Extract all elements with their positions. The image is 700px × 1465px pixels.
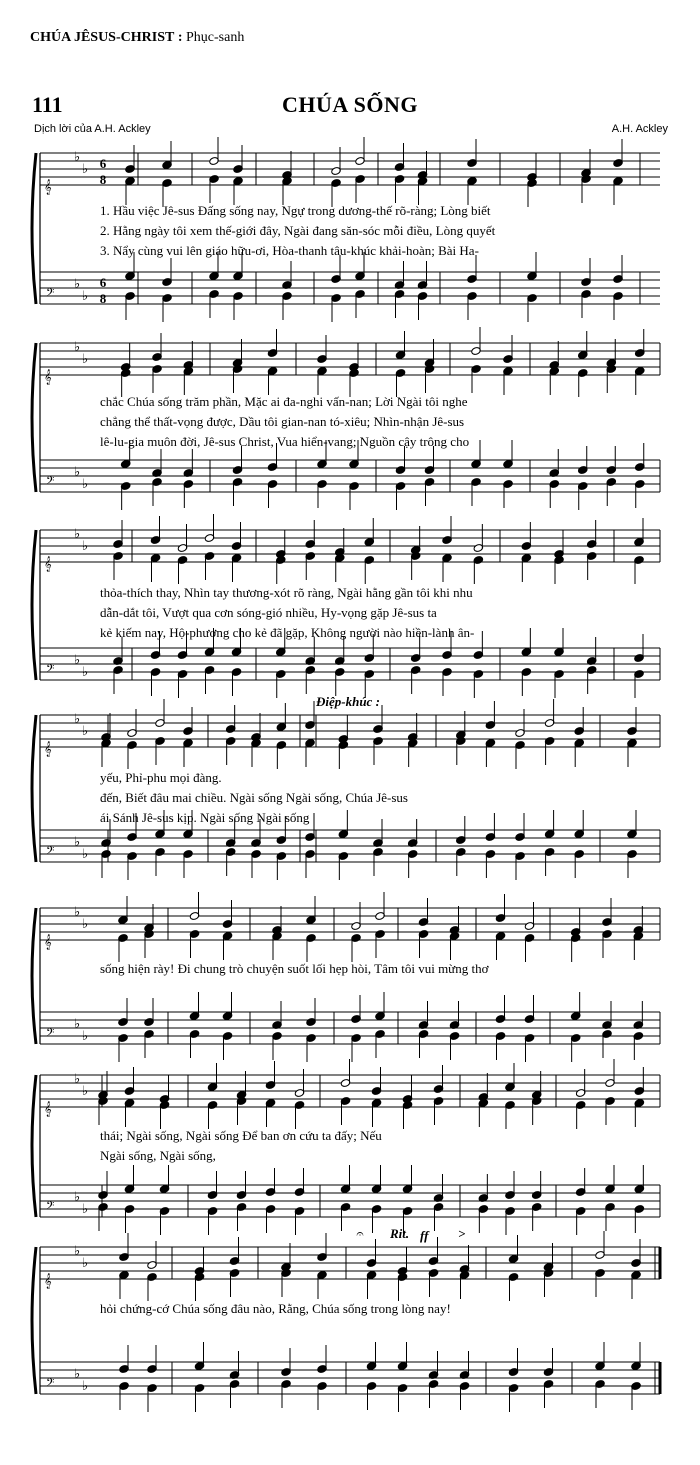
flat-b-icon: ♭ bbox=[74, 711, 81, 726]
time-sig-top: 6 bbox=[99, 156, 107, 171]
chorus-marking: Điệp-khúc : bbox=[316, 694, 380, 709]
bass-staff-5 bbox=[40, 1012, 660, 1044]
system-brace bbox=[32, 1247, 36, 1394]
flat-e-icon: ♭ bbox=[82, 664, 89, 679]
lyric-line: 1. Hầu việc Jê-sus Đấng sống nay, Ngự trong dương-thế rõ-ràng; Lòng biết bbox=[100, 203, 491, 218]
bass-clef-icon: 𝄢 bbox=[46, 474, 55, 489]
flat-e-icon: ♭ bbox=[82, 846, 89, 861]
system-brace bbox=[32, 1075, 36, 1217]
treble-clef-icon: 𝄞 bbox=[44, 1273, 52, 1288]
treble-clef-icon: 𝄞 bbox=[44, 741, 52, 756]
system-brace bbox=[32, 715, 36, 862]
hymn-title: CHÚA SỐNG bbox=[282, 92, 418, 117]
flat-e-icon: ♭ bbox=[82, 538, 89, 553]
flat-b-icon: ♭ bbox=[74, 904, 81, 919]
flat-b-icon: ♭ bbox=[74, 1071, 81, 1086]
system-brace bbox=[32, 153, 36, 304]
lyric-line: ái Sánh Jê-sus kịp. Ngài sống Ngài sống bbox=[100, 810, 310, 825]
flat-b-icon: ♭ bbox=[74, 1243, 81, 1258]
flat-b-icon: ♭ bbox=[74, 1016, 81, 1031]
fermata-icon: 𝄐 bbox=[356, 1226, 364, 1241]
bass-clef-icon: 𝄢 bbox=[46, 662, 55, 677]
lyric-line: Ngài sống, Ngài sống, bbox=[100, 1148, 216, 1163]
flat-b-icon: ♭ bbox=[74, 1366, 81, 1381]
lyric-line: thỏa-thích thay, Nhìn tay thương-xót rõ ràng, Ngài hằng gần tôi khi nhu bbox=[100, 585, 473, 600]
flat-e-icon: ♭ bbox=[82, 288, 89, 303]
time-sig-bottom: 8 bbox=[99, 291, 107, 306]
flat-e-icon: ♭ bbox=[82, 1378, 89, 1393]
treble-staff-2 bbox=[40, 343, 660, 375]
treble-staff-7 bbox=[40, 1247, 660, 1279]
lyric-line: dẫn-dắt tôi, Vượt qua cơn sóng-gió nhiều, Hy-vọng gặp Jê-sus ta bbox=[100, 605, 437, 620]
lyric-line: 2. Hằng ngày tôi xem thế-giới đây, Ngài đang săn-sóc mỗi điều, Lòng quyết bbox=[100, 223, 496, 238]
flat-e-icon: ♭ bbox=[82, 476, 89, 491]
flat-e-icon: ♭ bbox=[82, 351, 89, 366]
composer-credit: A.H. Ackley bbox=[611, 123, 668, 135]
hymn-number: 111 bbox=[32, 92, 63, 117]
system-brace bbox=[32, 343, 36, 492]
flat-b-icon: ♭ bbox=[74, 1189, 81, 1204]
flat-b-icon: ♭ bbox=[74, 526, 81, 541]
lyric-line: lê-lu-gia muôn đời, Jê-sus Christ, Vua hiển-vang; Nguồn cậy trông cho bbox=[100, 434, 470, 449]
bass-clef-icon: 𝄢 bbox=[46, 1199, 55, 1214]
system-brace bbox=[32, 530, 36, 680]
treble-clef-icon: 𝄞 bbox=[44, 934, 52, 949]
bass-staff-3 bbox=[40, 648, 660, 680]
time-sig-bottom: 8 bbox=[99, 172, 107, 187]
header-separator: : bbox=[177, 30, 183, 45]
treble-clef-icon: 𝄞 bbox=[44, 179, 52, 194]
flat-e-icon: ♭ bbox=[82, 723, 89, 738]
flat-e-icon: ♭ bbox=[82, 1028, 89, 1043]
lyric-line: sống hiện rày! Đi chung trò chuyện suốt lối hẹp hòi, Tâm tôi vui mừng thơ bbox=[100, 961, 489, 976]
treble-clef-icon: 𝄞 bbox=[44, 1101, 52, 1116]
lyric-line: chẳng thể thất-vọng được, Dầu tôi gian-nan tó-xiêu; Nhìn-nhận Jê-sus bbox=[100, 414, 465, 429]
flat-b-icon: ♭ bbox=[74, 149, 81, 164]
lyric-line: thái; Ngài sống, Ngài sống Để ban ơn cứu ta đấy; Nếu bbox=[100, 1128, 382, 1143]
accent-icon: > bbox=[458, 1226, 466, 1241]
bass-staff-7 bbox=[40, 1362, 660, 1394]
flat-b-icon: ♭ bbox=[74, 464, 81, 479]
lyric-line: hỏi chứng-cớ Chúa sống đâu nào, Rằng, Chúa sống trong lòng nay! bbox=[100, 1301, 451, 1316]
flat-b-icon: ♭ bbox=[74, 276, 81, 291]
treble-clef-icon: 𝄞 bbox=[44, 369, 52, 384]
lyric-line: kẻ kiếm nay, Hộ-phương cho kẻ đã gặp, Không người nào hiền-lành ân- bbox=[100, 625, 475, 640]
flat-e-icon: ♭ bbox=[82, 916, 89, 931]
translator-credit: Dịch lời của A.H. Ackley bbox=[34, 123, 151, 135]
dynamic-marking: ff bbox=[420, 1228, 429, 1243]
treble-clef-icon: 𝄞 bbox=[44, 556, 52, 571]
treble-staff-5 bbox=[40, 908, 660, 940]
lyric-line: đến, Biết đâu mai chiều. Ngài sống Ngài sống, Chúa Jê-sus bbox=[100, 790, 408, 805]
flat-e-icon: ♭ bbox=[82, 1255, 89, 1270]
header-category: CHÚA JÊSUS-CHRIST bbox=[30, 30, 175, 45]
header-subcategory: Phục-sanh bbox=[186, 30, 245, 45]
bass-clef-icon: 𝄢 bbox=[46, 844, 55, 859]
treble-staff-3 bbox=[40, 530, 660, 562]
lyric-line: 3. Nẩy cùng vui lên giáo hữu-ơi, Hòa-thanh tâu-khúc khải-hoàn; Bài Ha- bbox=[100, 243, 479, 258]
lyric-line: chắc Chúa sống trăm phần, Mặc ai đa-nghi vấn-nan; Lời Ngài tôi nghe bbox=[100, 394, 468, 409]
bass-clef-icon: 𝄢 bbox=[46, 286, 55, 301]
bass-clef-icon: 𝄢 bbox=[46, 1376, 55, 1391]
flat-b-icon: ♭ bbox=[74, 834, 81, 849]
flat-b-icon: ♭ bbox=[74, 652, 81, 667]
system-brace bbox=[32, 908, 36, 1044]
rit-marking: Rit. bbox=[390, 1226, 410, 1241]
flat-e-icon: ♭ bbox=[82, 161, 89, 176]
bass-clef-icon: 𝄢 bbox=[46, 1026, 55, 1041]
flat-e-icon: ♭ bbox=[82, 1201, 89, 1216]
flat-b-icon: ♭ bbox=[74, 339, 81, 354]
lyric-line: yếu, Phỉ-phu mọi đàng. bbox=[100, 770, 222, 785]
flat-e-icon: ♭ bbox=[82, 1083, 89, 1098]
time-sig-top: 6 bbox=[99, 275, 107, 290]
